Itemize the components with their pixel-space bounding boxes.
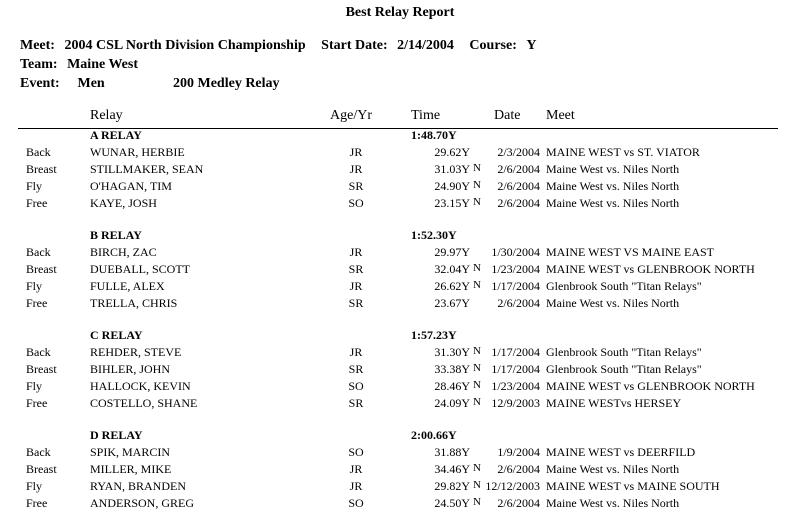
year-cell: SR	[348, 296, 364, 310]
swimmer-name: SPIK, MARCIN	[90, 445, 171, 459]
date-cell: 12/9/2003	[491, 396, 540, 410]
stroke-cell: Fly	[26, 179, 43, 193]
split-time: 23.67Y	[434, 296, 470, 310]
stroke-cell: Back	[26, 445, 51, 459]
year-cell: SR	[348, 179, 364, 193]
split-time: 24.50Y	[434, 496, 470, 510]
split-time: 31.03Y	[434, 162, 470, 176]
date-cell: 1/9/2004	[497, 445, 540, 459]
stroke-cell: Free	[26, 396, 48, 410]
stroke-cell: Breast	[26, 362, 57, 376]
relay-time: 1:48.70Y	[411, 128, 457, 142]
swimmer-name: RYAN, BRANDEN	[90, 479, 187, 493]
split-time: 28.46Y	[434, 379, 470, 393]
split-time: 29.97Y	[434, 245, 470, 259]
column-header-age: Age/Yr	[330, 108, 372, 123]
meet-label: Meet:	[20, 38, 55, 53]
stroke-cell: Back	[26, 345, 51, 359]
relay-name: C RELAY	[90, 328, 143, 342]
swimmer-row	[0, 296, 800, 313]
meet-name: 2004 CSL North Division Championship	[64, 38, 306, 53]
swimmer-name: WUNAR, HERBIE	[90, 145, 185, 159]
split-time: 29.82Y	[434, 479, 470, 493]
stroke-cell: Breast	[26, 262, 57, 276]
year-cell: SR	[348, 396, 364, 410]
swimmer-row	[0, 362, 800, 379]
meet-cell: Maine West vs. Niles North	[546, 296, 680, 310]
year-cell: JR	[349, 462, 363, 476]
relay-group-d	[0, 428, 800, 528]
relay-name: A RELAY	[90, 128, 142, 142]
team-line	[20, 57, 138, 73]
date-cell: 1/17/2004	[491, 362, 540, 376]
relay-group-a	[0, 128, 800, 228]
meet-cell: Maine West vs. Niles North	[546, 179, 680, 193]
report-title: Best Relay Report	[345, 5, 455, 20]
year-cell: JR	[349, 145, 363, 159]
swimmer-name: ANDERSON, GREG	[90, 496, 195, 510]
meet-cell: Glenbrook South "Titan Relays"	[546, 362, 702, 376]
stroke-cell: Fly	[26, 279, 43, 293]
relay-name: D RELAY	[90, 428, 143, 442]
year-cell: SR	[348, 362, 364, 376]
date-cell: 2/3/2004	[497, 145, 540, 159]
meet-cell: Maine West vs. Niles North	[546, 496, 680, 510]
stroke-cell: Free	[26, 296, 48, 310]
split-time: 24.90Y	[434, 179, 470, 193]
event-gender: Men	[77, 76, 105, 91]
relay-time: 1:57.23Y	[411, 328, 457, 342]
date-cell: 2/6/2004	[497, 179, 540, 193]
swimmer-row	[0, 262, 800, 279]
swimmer-name: KAYE, JOSH	[90, 196, 157, 210]
date-cell: 1/30/2004	[491, 245, 540, 259]
swimmer-row	[0, 396, 800, 413]
meet-cell: MAINE WEST vs DEERFILD	[546, 445, 696, 459]
time-flag: N	[473, 379, 481, 391]
year-cell: JR	[349, 245, 363, 259]
swimmer-row	[0, 145, 800, 162]
time-flag: N	[473, 279, 481, 291]
stroke-cell: Breast	[26, 162, 57, 176]
relay-header	[0, 128, 800, 145]
split-time: 24.09Y	[434, 396, 470, 410]
stroke-cell: Fly	[26, 379, 43, 393]
swimmer-row	[0, 379, 800, 396]
relay-group-c	[0, 328, 800, 428]
date-cell: 12/12/2003	[485, 479, 540, 493]
split-time: 23.15Y	[434, 196, 470, 210]
time-flag: N	[473, 196, 481, 208]
split-time: 32.04Y	[434, 262, 470, 276]
course-value: Y	[526, 38, 537, 53]
meet-cell: Glenbrook South "Titan Relays"	[546, 345, 702, 359]
meet-cell: MAINE WEST vs GLENBROOK NORTH	[546, 262, 755, 276]
meet-cell: MAINE WEST vs GLENBROOK NORTH	[546, 379, 755, 393]
swimmer-row	[0, 245, 800, 262]
column-header-relay: Relay	[90, 108, 123, 123]
meet-cell: MAINE WESTvs HERSEY	[546, 396, 682, 410]
meet-cell: Maine West vs. Niles North	[546, 196, 680, 210]
year-cell: JR	[349, 279, 363, 293]
relay-header	[0, 328, 800, 345]
split-time: 26.62Y	[434, 279, 470, 293]
swimmer-name: FULLE, ALEX	[90, 279, 165, 293]
time-flag: N	[473, 162, 481, 174]
course-label: Course:	[469, 38, 517, 53]
split-time: 31.88Y	[434, 445, 470, 459]
swimmer-row	[0, 162, 800, 179]
stroke-cell: Fly	[26, 479, 43, 493]
date-cell: 1/17/2004	[491, 345, 540, 359]
stroke-cell: Breast	[26, 462, 57, 476]
swimmer-name: HALLOCK, KEVIN	[90, 379, 191, 393]
swimmer-name: MILLER, MIKE	[90, 462, 172, 476]
relay-header	[0, 428, 800, 445]
stroke-cell: Free	[26, 196, 48, 210]
start-date-label: Start Date:	[321, 38, 388, 53]
date-cell: 2/6/2004	[497, 462, 540, 476]
time-flag: N	[473, 496, 481, 508]
date-cell: 2/6/2004	[497, 196, 540, 210]
time-flag: N	[473, 262, 481, 274]
swimmer-name: O'HAGAN, TIM	[90, 179, 172, 193]
column-header-time: Time	[411, 108, 441, 123]
meet-cell: MAINE WEST vs ST. VIATOR	[546, 145, 700, 159]
date-cell: 1/23/2004	[491, 379, 540, 393]
start-date: 2/14/2004	[397, 38, 454, 53]
event-line	[20, 76, 280, 92]
team-name: Maine West	[67, 57, 138, 72]
relay-time: 2:00.66Y	[411, 428, 457, 442]
relay-header	[0, 228, 800, 245]
year-cell: JR	[349, 479, 363, 493]
swimmer-row	[0, 179, 800, 196]
split-time: 33.38Y	[434, 362, 470, 376]
date-cell: 2/6/2004	[497, 496, 540, 510]
time-flag: N	[473, 396, 481, 408]
meet-line	[20, 38, 536, 54]
swimmer-row	[0, 479, 800, 496]
swimmer-name: TRELLA, CHRIS	[90, 296, 178, 310]
column-headers	[0, 108, 800, 128]
meet-cell: Maine West vs. Niles North	[546, 462, 680, 476]
date-cell: 1/23/2004	[491, 262, 540, 276]
relay-time: 1:52.30Y	[411, 228, 457, 242]
year-cell: SO	[348, 379, 364, 393]
swimmer-name: COSTELLO, SHANE	[90, 396, 198, 410]
swimmer-name: DUEBALL, SCOTT	[90, 262, 190, 276]
swimmer-row	[0, 279, 800, 296]
year-cell: JR	[349, 162, 363, 176]
time-flag: N	[473, 479, 481, 491]
date-cell: 2/6/2004	[497, 296, 540, 310]
meet-cell: Maine West vs. Niles North	[546, 162, 680, 176]
relay-name: B RELAY	[90, 228, 142, 242]
year-cell: JR	[349, 345, 363, 359]
event-label: Event:	[20, 76, 60, 91]
swimmer-row	[0, 496, 800, 513]
column-header-meet: Meet	[546, 108, 575, 123]
stroke-cell: Free	[26, 496, 48, 510]
time-flag: N	[473, 362, 481, 374]
split-time: 34.46Y	[434, 462, 470, 476]
year-cell: SR	[348, 262, 364, 276]
time-flag: N	[473, 179, 481, 191]
year-cell: SO	[348, 445, 364, 459]
date-cell: 1/17/2004	[491, 279, 540, 293]
meet-cell: Glenbrook South "Titan Relays"	[546, 279, 702, 293]
team-label: Team:	[20, 57, 58, 72]
year-cell: SO	[348, 196, 364, 210]
swimmer-row	[0, 445, 800, 462]
year-cell: SO	[348, 496, 364, 510]
event-name: 200 Medley Relay	[173, 76, 280, 91]
relay-group-b	[0, 228, 800, 328]
swimmer-row	[0, 462, 800, 479]
column-header-date: Date	[494, 108, 521, 123]
date-cell: 2/6/2004	[497, 162, 540, 176]
meet-cell: MAINE WEST VS MAINE EAST	[546, 245, 715, 259]
swimmer-name: STILLMAKER, SEAN	[90, 162, 204, 176]
meet-cell: MAINE WEST vs MAINE SOUTH	[546, 479, 720, 493]
split-time: 31.30Y	[434, 345, 470, 359]
swimmer-row	[0, 345, 800, 362]
time-flag: N	[473, 345, 481, 357]
swimmer-name: BIRCH, ZAC	[90, 245, 157, 259]
swimmer-row	[0, 196, 800, 213]
swimmer-name: BIHLER, JOHN	[90, 362, 170, 376]
relay-list	[0, 128, 800, 528]
stroke-cell: Back	[26, 145, 51, 159]
split-time: 29.62Y	[434, 145, 470, 159]
time-flag: N	[473, 462, 481, 474]
swimmer-name: REHDER, STEVE	[90, 345, 182, 359]
stroke-cell: Back	[26, 245, 51, 259]
